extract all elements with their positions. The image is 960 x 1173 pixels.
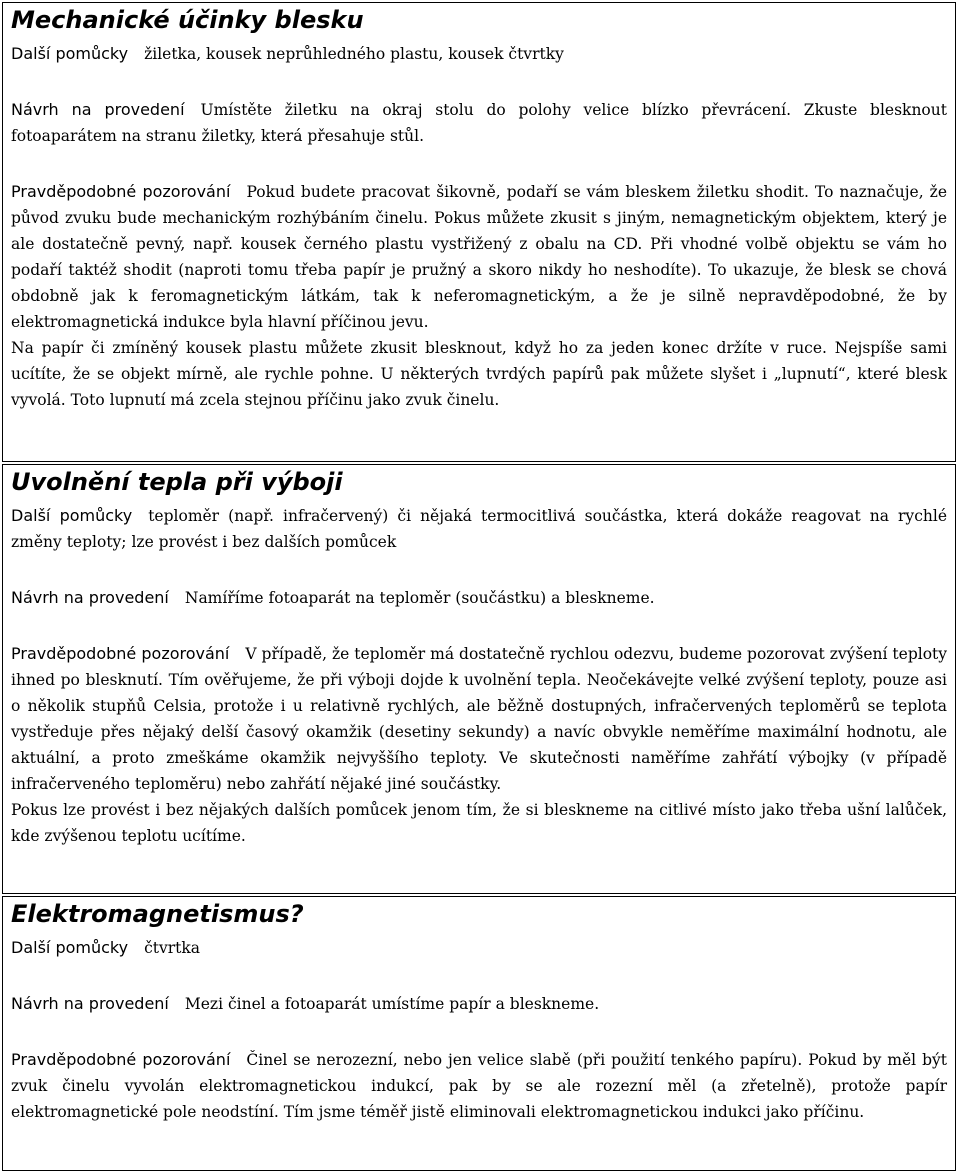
- observation-text: Pokud budete pracovat šikovně, podaří se vám bleskem žiletku shodit. To naznačuje, že původ zvuku bude mechanickým rozhýbáním činelu. Pokus můžete zkusit s jiným, nemagnetickým objektem, který je ale dostatečně pevný, např. kousek černého plastu vystřižený z obalu na CD. Při vhodné volbě objektu se vám ho podaří taktéž shodit (naproti tomu třeba papír je pružný a skoro nikdy ho neshodíte). To ukazuje, že blesk se chová obdobně jak k feromagnetickým látkám, tak k neferomagnetickým, a že je silně nepravděpodobné, že by elektromagnetická indukce byla hlavní příčinou jevu.: [11, 183, 947, 331]
- section-electromagnetism: [2, 896, 956, 1171]
- observation-paragraph-2: Pokus lze provést i bez nějakých dalších pomůcek jenom tím, že si bleskneme na citlivé místo jako třeba ušní lalůček, kde zvýšenou teplotu ucítíme.: [11, 801, 947, 845]
- observation-text: Činel se nerozezní, nebo jen velice slabě (při použití tenkého papíru). Pokud by měl být zvuk činelu vyvolán elektromagnetickou indukcí, pak by se ale rozezní měl (a zřetelně), protože papír elektromagnetické pole neodstíní. Tím jsme téměř jistě eliminovali elektromagnetickou indukci jako příčinu.: [11, 1051, 947, 1121]
- tools-text: čtvrtka: [144, 939, 201, 957]
- section-title: Mechanické účinky blesku: [11, 6, 364, 34]
- observation-paragraph-2: Na papír či zmíněný kousek plastu můžete zkusit blesknout, když ho za jeden konec držíte v ruce. Nejspíše sami ucítíte, že se objekt mírně, ale rychle pohne. U některých tvrdých papírů pak můžete slyšet i „lupnutí“, které blesk vyvolá. Toto lupnutí má zcela stejnou příčinu jako zvuk činelu.: [11, 339, 947, 409]
- procedure-paragraph: [11, 97, 947, 149]
- observation-label: Pravděpodobné pozorování: [11, 644, 230, 663]
- tools-text: žiletka, kousek neprůhledného plastu, kousek čtvrtky: [144, 45, 564, 63]
- observation-paragraph: [11, 179, 947, 335]
- section-heat-release: [2, 464, 956, 894]
- procedure-label: Návrh na provedení: [11, 994, 169, 1013]
- tools-paragraph: [11, 503, 947, 555]
- tools-label: Další pomůcky: [11, 938, 129, 957]
- procedure-label: Návrh na provedení: [11, 588, 169, 607]
- observation-paragraph: [11, 641, 947, 797]
- section-title: Elektromagnetismus?: [11, 900, 304, 928]
- section-title: Uvolnění tepla při výboji: [11, 468, 343, 496]
- procedure-paragraph: [11, 991, 947, 1017]
- observation-text: V případě, že teploměr má dostatečně rychlou odezvu, budeme pozorovat zvýšení teploty ihned po blesknutí. Tím ověřujeme, že při výboji dojde k uvolnění tepla. Neočekávejte velké zvýšení teploty, pouze asi o několik stupňů Celsia, protože i u relativně rychlých, ale běžně dostupných, infračervených teploměrů se teplota vystředuje přes nějaký delší časový okamžik (desetiny sekundy) a navíc obvykle neměříme maximální hodnotu, ale aktuální, a proto zmeškáme okamžik nejvyššího teploty. Ve skutečnosti naměříme zahřátí výbojky (v případě infračerveného teploměru) nebo zahřátí nějaké jiné součástky.: [11, 645, 948, 793]
- section-mechanical-effects: [2, 2, 956, 462]
- tools-label: Další pomůcky: [11, 44, 129, 63]
- tools-label: Další pomůcky: [11, 506, 133, 525]
- procedure-paragraph: [11, 585, 947, 611]
- tools-paragraph: [11, 935, 947, 961]
- observation-label: Pravděpodobné pozorování: [11, 182, 231, 201]
- observation-label: Pravděpodobné pozorování: [11, 1050, 231, 1069]
- procedure-label: Návrh na provedení: [11, 100, 185, 119]
- observation-paragraph: [11, 1047, 947, 1125]
- tools-paragraph: [11, 41, 947, 67]
- procedure-text: Umístěte žiletku na okraj stolu do polohy velice blízko převrácení. Zkuste blesknout fotoaparátem na stranu žiletky, která přesahuje stůl.: [11, 101, 947, 145]
- tools-text: teploměr (např. infračervený) či nějaká termocitlivá součástka, která dokáže reagovat na rychlé změny teploty; lze provést i bez dalších pomůcek: [11, 507, 947, 551]
- procedure-text: Mezi činel a fotoaparát umístíme papír a bleskneme.: [184, 995, 600, 1013]
- procedure-text: Namíříme fotoaparát na teploměr (součástku) a bleskneme.: [184, 589, 655, 607]
